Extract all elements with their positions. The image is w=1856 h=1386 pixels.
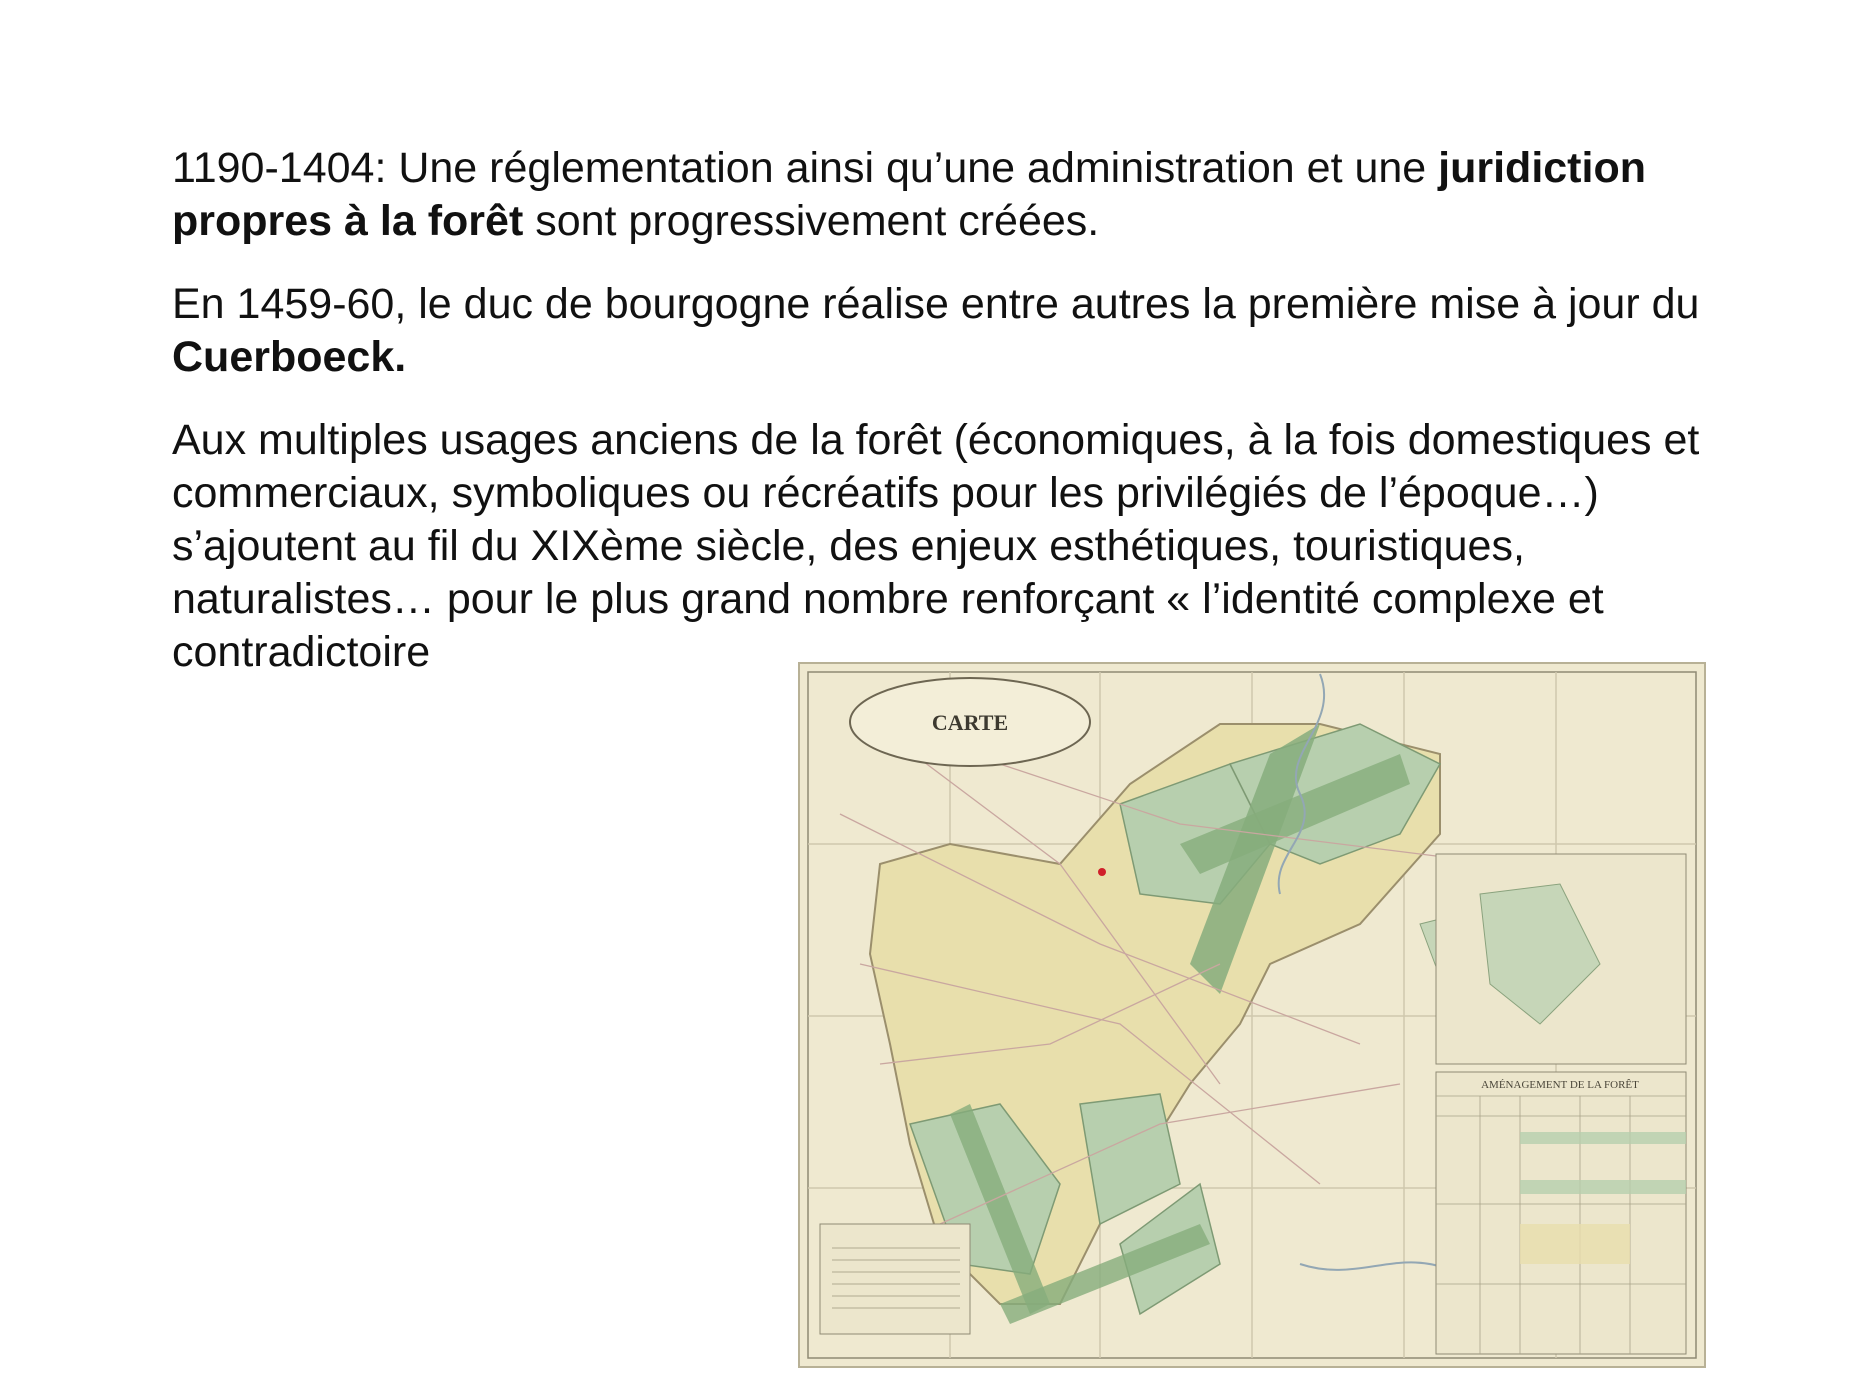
paragraph-1-bold: juridiction propres à la forêt: [172, 144, 1646, 245]
slide-text-block: [172, 142, 1772, 709]
map-table-band-1: [1520, 1132, 1686, 1144]
map-table: [1436, 1072, 1686, 1354]
map-legend: [820, 1224, 970, 1334]
paragraph-2-bold: Cuerboeck.: [172, 333, 407, 381]
forest-map-drawing: [800, 664, 1704, 1366]
map-table-band-3: [1520, 1224, 1630, 1264]
paragraph-1: [172, 142, 1772, 248]
map-table-band-2: [1520, 1180, 1686, 1194]
paragraph-1-part-1: 1190-1404: Une réglementation ainsi qu’une administration et une: [172, 144, 1439, 192]
paragraph-2: [172, 278, 1772, 384]
forest-map-image: [798, 662, 1706, 1368]
map-title: CARTE: [931, 710, 1009, 735]
paragraph-2-part-1: En 1459-60, le duc de bourgogne réalise entre autres la première mise à jour du: [172, 280, 1700, 328]
paragraph-3: [172, 414, 1772, 679]
map-marker: [1098, 868, 1106, 876]
map-table-heading: AMÉNAGEMENT DE LA FORÊT: [1481, 1079, 1639, 1091]
paragraph-1-part-3: sont progressivement créées.: [523, 197, 1100, 245]
paragraph-3-text: Aux multiples usages anciens de la forêt (économiques, à la fois domestiques et commerciaux, symboliques ou récréatifs pour les privilégiés de l’époque…) s’ajoutent au fil du XIXème siècle, des enjeux esthétiques, touristiques, naturalistes… pour le plus grand nombre renforçant « l’identité complexe et contradictoire: [172, 416, 1700, 676]
